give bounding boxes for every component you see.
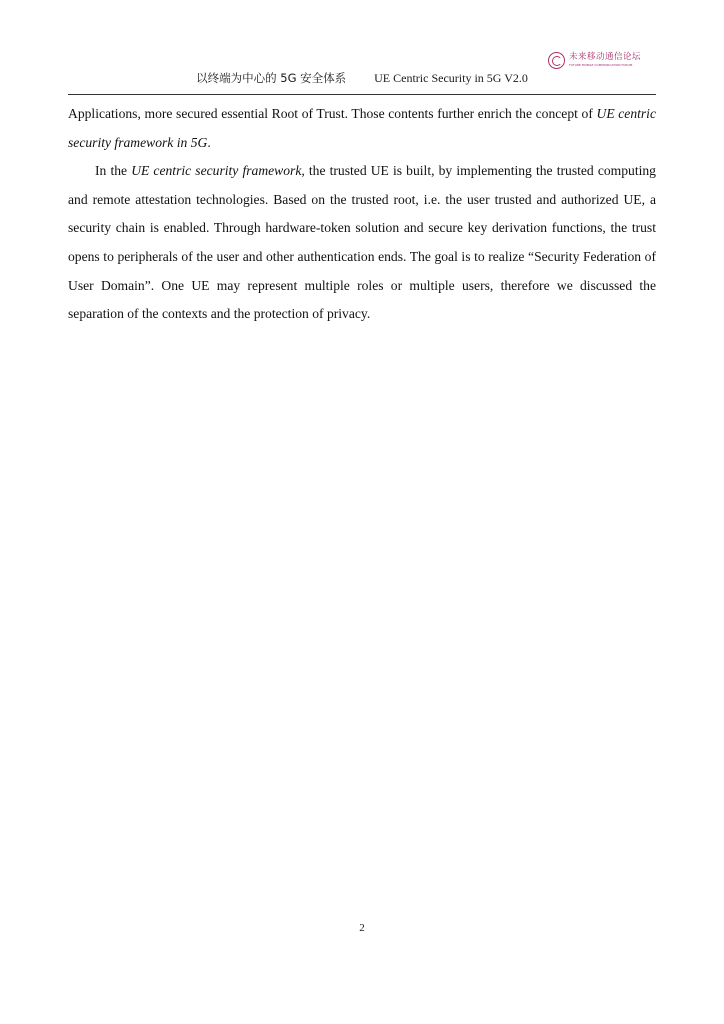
forum-logo-icon — [548, 52, 565, 69]
page-number: 2 — [359, 922, 365, 934]
emphasis-term: UE centric security framework in 5G — [68, 106, 656, 150]
logo-name-en: FUTURE MOBILE COMMUNICATION FORUM — [569, 62, 633, 67]
paragraph-2: In the UE centric security framework, the trusted UE is built, by implementing the trusted computing and remote attestation technologies. Based on the trusted root, i.e. the user trusted and authorized UE, a security chain is enabled. Through hardware-token solution and secure key derivation functions, the trust opens to peripherals of the user and other authentication ends. The goal is to realize “Security Federation of User Domain”. One UE may represent multiple roles or multiple users, therefore we discussed the separation of the contexts and the protection of privacy. — [68, 163, 656, 322]
running-header — [0, 70, 724, 86]
paragraph-1: Applications, more secured essential Root of Trust. Those contents further enrich the concept of UE centric security framework in 5G. — [68, 106, 656, 150]
header-title-en: UE Centric Security in 5G V2.0 — [374, 71, 528, 85]
forum-logo — [548, 50, 652, 70]
header-divider — [68, 94, 656, 95]
logo-name-cn: 未来移动通信论坛 — [569, 52, 642, 63]
body-text — [68, 100, 656, 329]
emphasis-term: UE centric security framework — [131, 163, 302, 179]
header-title-cn: 以终端为中心的 5G 安全体系 — [196, 71, 347, 85]
